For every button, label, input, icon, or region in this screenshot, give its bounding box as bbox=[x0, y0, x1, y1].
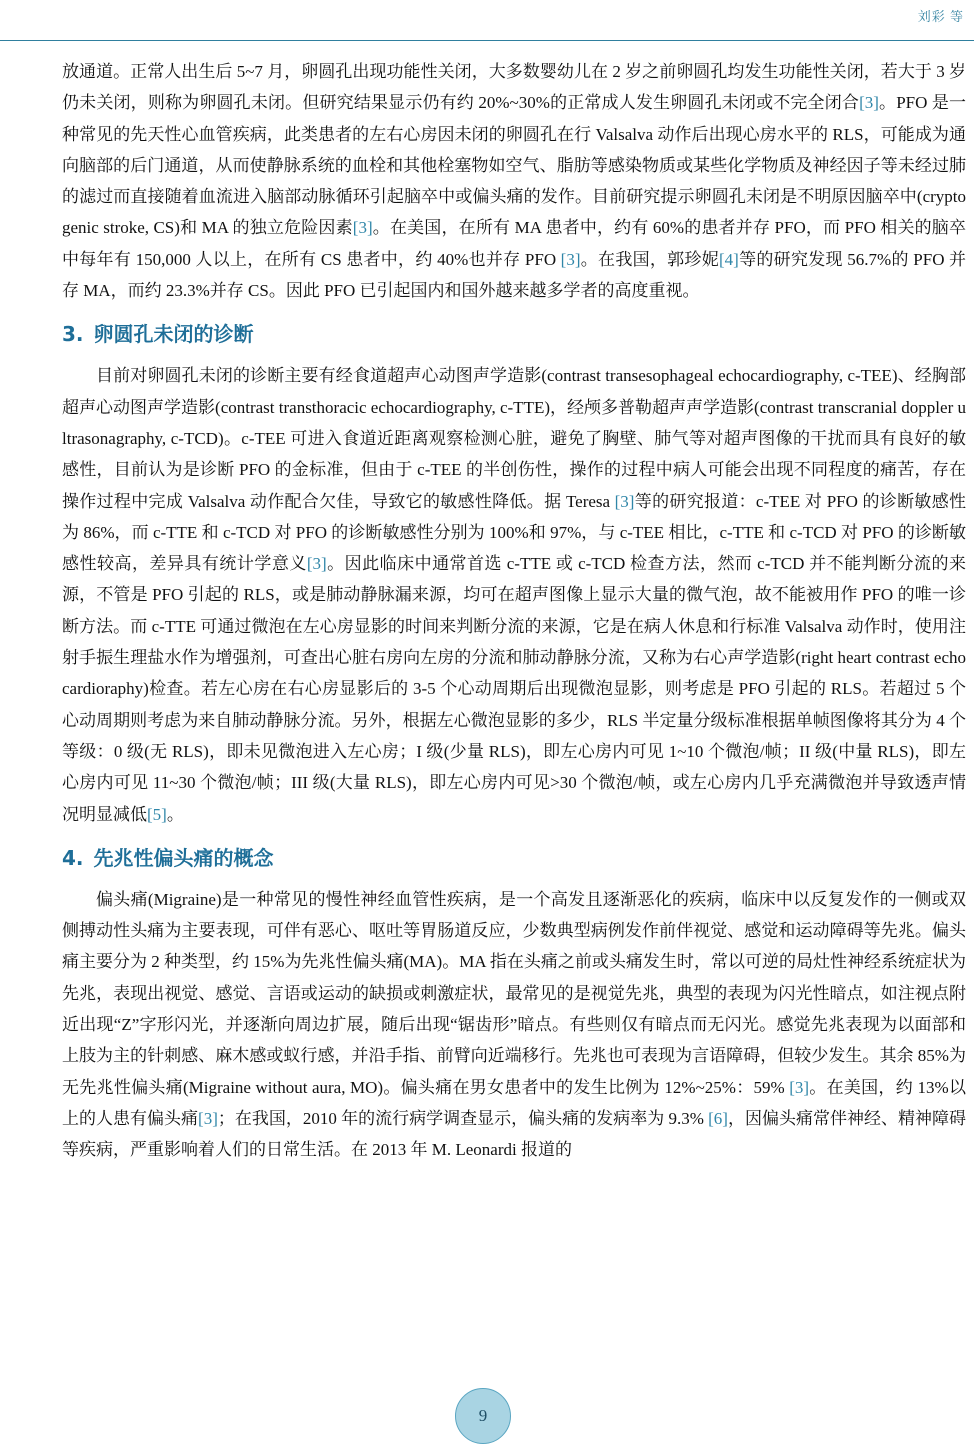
page-number-badge bbox=[455, 1388, 511, 1444]
text-run: 放通道。正常人出生后 5~7 月，卵圆孔出现功能性关闭，大多数婴幼儿在 2 岁之前卵圆孔均发生功能性关闭，若大于 3 岁仍未关闭，则称为卵圆孔未闭。但研究结果显示仍有约 20%~30%的正常成人发生卵圆孔未闭或不完全闭合 bbox=[62, 62, 966, 113]
text-run: 。 bbox=[166, 804, 184, 824]
text-run: ，因偏头痛常伴神经、精神障碍等疾病，严重影响着人们的日常生活。在 2013 年 M. Leonardi 报道的 bbox=[62, 1108, 967, 1160]
citation-link[interactable]: [3] bbox=[198, 1108, 218, 1128]
citation-link[interactable]: [3] bbox=[352, 218, 373, 238]
section-number: 4. bbox=[62, 845, 84, 870]
citation-link[interactable]: [6] bbox=[708, 1108, 728, 1128]
text-run: 。在美国，约 13%以上的人患有偏头痛 bbox=[62, 1077, 966, 1128]
section-title: 先兆性偏头痛的概念 bbox=[93, 845, 274, 870]
text-run: 偏头痛(Migraine)是一种常见的慢性神经血管性疾病，是一个高发且逐渐恶化的疾病，临床中以反复发作的一侧或双侧搏动性头痛为主要表现，可伴有恶心、呕吐等胃肠道反应，少数典型病例发作前伴视觉、感觉和运动障碍等先兆。偏头痛主要分为 2 种类型，约 15%为先兆性偏头痛(MA)。MA 指在头痛之前或头痛发生时，常以可逆的局灶性神经系统症状为先兆，表现出视觉、感觉、言语或运动的缺损或刺激症状，最常见的是视觉先兆，典型的表现为闪光性暗点，如注视点附近出现“Z”字形闪光，并逐渐向周边扩展，随后出现“锯齿形”暗点。有些则仅有暗点而无闪光。感觉先兆表现为以面部和上肢为主的针刺感、麻木感或蚁行感，并沿手指、前臂向近端移行。先兆也可表现为言语障碍，但较少发生。其余 85%为无先兆性偏头痛(Migraine without aura, MO)。偏头痛在男女患者中的发生比例为 12%~25%：59% bbox=[62, 889, 966, 1097]
paragraph-intro bbox=[62, 56, 966, 306]
citation-link[interactable]: [3] bbox=[859, 93, 879, 113]
page-number: 9 bbox=[478, 1406, 488, 1425]
citation-link[interactable]: [4] bbox=[719, 249, 739, 269]
citation-link[interactable]: [3] bbox=[789, 1077, 810, 1097]
citation-link[interactable]: [5] bbox=[147, 804, 167, 824]
text-run: 目前对卵圆孔未闭的诊断主要有经食道超声心动图声学造影(contrast transesophageal echocardiography, c-TEE)、经胸部超声心动图声学造影(contrast transthoracic echocardiography, c-TTE)，经颅多普勒超声声学造影(contrast transcranial doppler ultrasonagraphy, c-TCD)。c-TEE 可进入食道近距离观察检测心脏，避免了胸壁、肺气等对超声图像的干扰而具有良好的敏感性，目前认为是诊断 PFO 的金标准，但由于 c-TEE 的半创伤性，操作的过程中病人可能会出现不同程度的痛苦，存在操作过程中完成 Valsalva 动作配合欠佳，导致它的敏感性降低。据 Teresa bbox=[62, 366, 966, 511]
citation-link[interactable]: [3] bbox=[560, 249, 581, 269]
section-title: 卵圆孔未闭的诊断 bbox=[93, 322, 254, 347]
citation-link[interactable]: [3] bbox=[614, 491, 635, 511]
section-heading-4 bbox=[62, 840, 966, 876]
text-run: 。在我国，郭珍妮 bbox=[580, 249, 719, 269]
text-run: 。因此临床中通常首选 c-TTE 或 c-TCD 检查方法，然而 c-TCD 并不能判断分流的来源，不管是 PFO 引起的 RLS，或是肺动静脉漏来源，均可在超声图像上显示大量的微气泡，故不能被用作 PFO 的唯一诊断方法。而 c-TTE 可通过微泡在左心房显影的时间来判断分流的来源，它是在病人休息和行标准 Valsalva 动作时，使用注射手振生理盐水作为增强剂，可查出心脏右房向左房的分流和肺动静脉分流，又称为右心声学造影(right heart contrast echocardioraphy)检查。若左心房在右心房显影后的 3-5 个心动周期后出现微泡显影，则考虑是 PFO 引起的 RLS。若超过 5 个心动周期则考虑为来自肺动静脉分流。另外，根据左心微泡显影的多少，RLS 半定量分级标准根据单帧图像将其分为 4 个等级：0 级(无 RLS)，即未见微泡进入左心房；I 级(少量 RLS)，即左心房内可见 1~10 个微泡/帧；II 级(中量 RLS)，即左心房内可见 11~30 个微泡/帧；III 级(大量 RLS)，即左心房内可见>30 个微泡/帧，或左心房内几乎充满微泡并导致透声情况明显减低 bbox=[62, 554, 966, 824]
text-run: 等的研究报道：c-TEE 对 PFO 的诊断敏感性为 86%，而 c-TTE 和 c-TCD 对 PFO 的诊断敏感性分别为 100%和 97%，与 c-TEE 相比，c-TTE 和 c-TCD 对 PFO 的诊断敏感性较高，差异具有统计学意义 bbox=[62, 491, 967, 574]
text-run: 。PFO 是一种常见的先天性心血管疾病，此类患者的左右心房因未闭的卵圆孔在行 Valsalva 动作后出现心房水平的 RLS，可能成为通向脑部的后门通道，从而使静脉系统的血栓和其他栓塞物如空气、脂肪等感染物质或某些化学物质及神经因子等未经过肺的滤过而直接随着血流进入脑部动脉循环引起脑卒中或偏头痛的发作。目前研究提示卵圆孔未闭是不明原因脑卒中(cryptogenic stroke, CS)和 MA 的独立危险因素 bbox=[62, 93, 966, 238]
text-run: 。在美国，在所有 MA 患者中，约有 60%的患者并存 PFO，而 PFO 相关的脑卒中每年有 150,000 人以上，在所有 CS 患者中，约 40%也并存 PFO bbox=[62, 218, 966, 269]
page-header bbox=[0, 0, 974, 44]
text-run: 等的研究发现 56.7%的 PFO 并存 MA，而约 23.3%并存 CS。因此 PFO 已引起国内和国外越来越多学者的高度重视。 bbox=[62, 249, 967, 301]
paragraph-migraine bbox=[62, 884, 966, 1166]
citation-link[interactable]: [3] bbox=[306, 554, 327, 574]
article-body bbox=[62, 56, 966, 1166]
section-number: 3. bbox=[62, 322, 84, 347]
paragraph-diagnosis bbox=[62, 360, 966, 829]
running-head-author: 刘彩 等 bbox=[917, 9, 964, 24]
header-rule bbox=[0, 40, 974, 41]
text-run: ；在我国，2010 年的流行病学调查显示，偏头痛的发病率为 9.3% bbox=[217, 1108, 709, 1128]
section-heading-3 bbox=[62, 316, 966, 352]
